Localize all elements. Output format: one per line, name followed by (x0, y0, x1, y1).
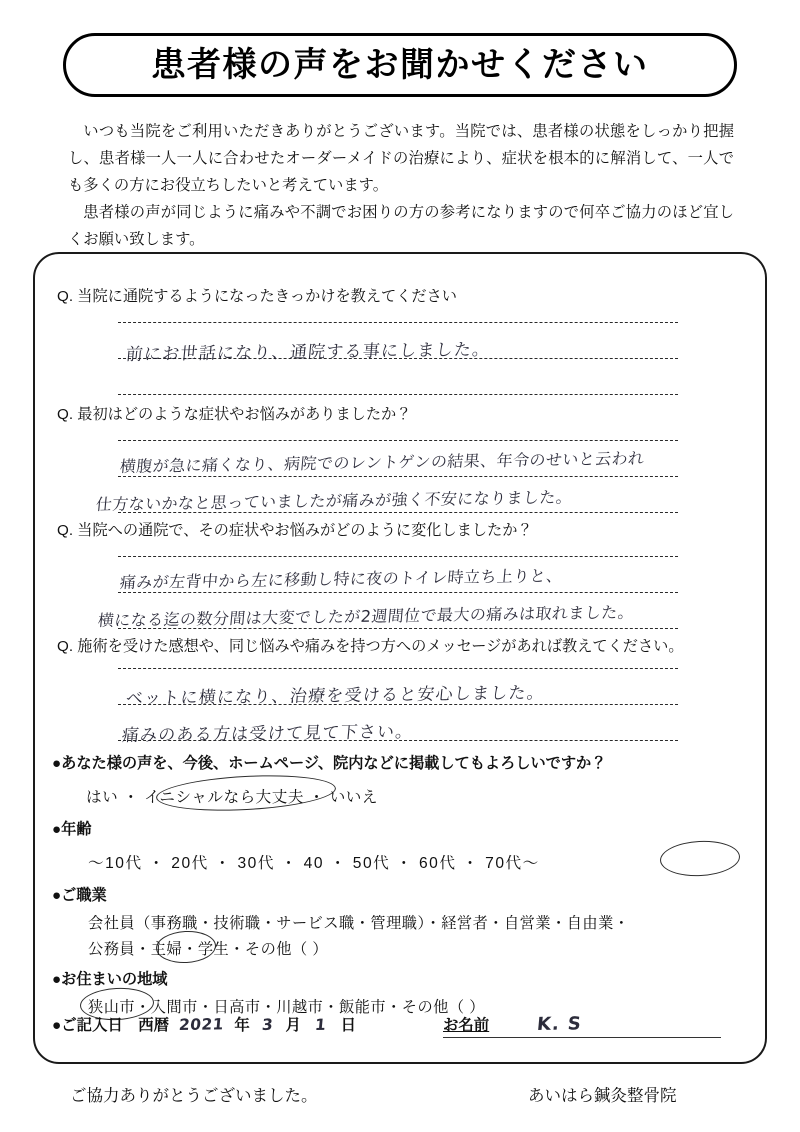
occupation-question: ●ご職業 (52, 887, 107, 904)
entry-date-day-unit: 日 (340, 1017, 357, 1034)
entry-date-day-value: 1 (314, 1015, 328, 1034)
question-1-answer-area[interactable] (118, 322, 678, 418)
footer-clinic-name: あいはら鍼灸整骨院 (528, 1087, 677, 1105)
handwritten-answer-line: ベットに横になり、治療を受けると安心しました。 (124, 683, 546, 709)
answer-rule (118, 440, 678, 441)
age-question: ●年齢 (52, 821, 92, 838)
page-title-banner (63, 33, 737, 97)
entry-name-value: K. S (536, 1013, 584, 1035)
area-options[interactable]: 狭山市・入間市・日高市・川越市・飯能市・その他（ ） (88, 999, 485, 1016)
answer-rule (118, 668, 678, 669)
answer-rule (118, 394, 678, 395)
handwritten-answer-line: 仕方ないかなと思っていましたが痛みが強く不安になりました。 (95, 487, 574, 514)
question-3-label: Q. 当院への通院で、その症状やお悩みがどのように変化しましたか？ (57, 522, 533, 539)
entry-date-year-unit: 年 (234, 1017, 250, 1034)
entry-date-month-value: 3 (261, 1015, 275, 1034)
handwritten-answer-line: 前にお世話になり、通院する事にしました。 (124, 339, 492, 365)
answer-rule (118, 592, 678, 593)
intro-paragraph-1: いつも当院をご利用いただきありがとうございます。当院では、患者様の状態をしっかり把握し、患者様一人一人に合わせたオーダーメイドの治療により、症状を根本的に解消して、一人でも多くの方にお役立ちしたいと考えています。 (68, 123, 734, 194)
answer-rule (118, 556, 678, 557)
occupation-options-line-1[interactable]: 会社員（事務職・技術職・サービス職・管理職）・経営者・自営業・自由業・ (88, 915, 630, 932)
handwritten-answer-line: 横になる迄の数分間は大変でしたが2週間位で最大の痛みは取れました。 (97, 602, 635, 630)
area-question: ●お住まいの地域 (52, 971, 168, 988)
question-1-label: Q. 当院に通院するようになったきっかけを教えてください (57, 288, 457, 305)
footer-thanks: ご協力ありがとうございました。 (70, 1087, 318, 1105)
entry-date-year-value: 2021 (178, 1015, 225, 1034)
entry-name-label: お名前 (443, 1017, 490, 1034)
question-4-answer-area[interactable] (118, 668, 678, 764)
answer-rule (118, 476, 678, 477)
entry-name-row[interactable] (443, 1013, 582, 1035)
publication-question: ●あなた様の声を、今後、ホームページ、院内などに掲載してもよろしいですか？ (52, 755, 607, 772)
question-2-label: Q. 最初はどのような症状やお悩みがありましたか？ (57, 406, 412, 423)
entry-date-label: ●ご記入日 西暦 (52, 1017, 170, 1034)
intro-text (68, 118, 734, 253)
entry-date-month-unit: 月 (285, 1017, 301, 1034)
page-title: 患者様の声をお聞かせください (151, 46, 649, 84)
handwritten-answer-line: 横腹が急に痛くなり、病院でのレントゲンの結果、年令のせいと云われ (119, 448, 646, 476)
publication-options[interactable]: はい ・ イニシャルなら大丈夫 ・ いいえ (86, 789, 378, 806)
occupation-options-line-2[interactable]: 公務員・主婦・学生・その他（ ） (88, 941, 329, 958)
answer-rule (118, 322, 678, 323)
handwritten-answer-line: 痛みが左背中から左に移動し特に夜のトイレ時立ち上りと、 (119, 566, 564, 592)
question-4-label: Q. 施術を受けた感想や、同じ悩みや痛みを持つ方へのメッセージがあれば教えてください。 (57, 638, 684, 655)
entry-date-row[interactable] (52, 1013, 356, 1035)
handwritten-answer-line: 痛みのある方は受けて見て下さい。 (120, 721, 415, 746)
intro-paragraph-2: 患者様の声が同じように痛みや不調でお困りの方の参考になりますので何卒ご協力のほど宜しくお願い致します。 (68, 204, 734, 248)
entry-name-rule (443, 1037, 721, 1038)
age-options[interactable]: 〜10代 ・ 20代 ・ 30代 ・ 40 ・ 50代 ・ 60代 ・ 70代〜 (88, 855, 540, 872)
